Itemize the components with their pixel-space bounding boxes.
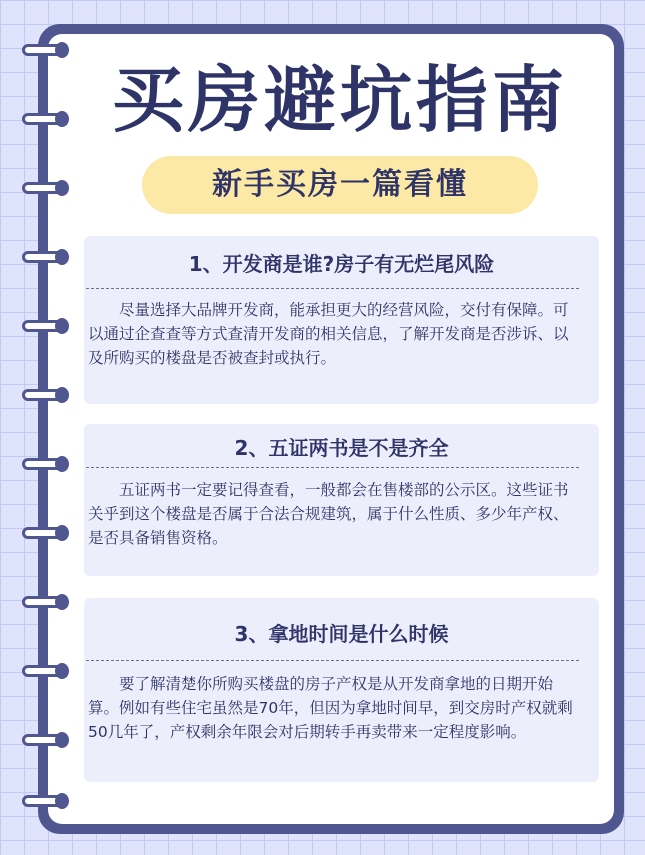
spiral-ring-icon xyxy=(22,182,66,194)
section-card-3 xyxy=(84,598,599,782)
section-body: 尽量选择大品牌开发商，能承担更大的经营风险，交付有保障。可以通过企查查等方式查清开发商的相关信息，了解开发商是否涉诉、以及所购买的楼盘是否被查封或执行。 xyxy=(88,301,569,367)
spiral-ring-icon xyxy=(22,320,66,332)
spiral-ring-icon xyxy=(22,458,66,470)
dashed-divider xyxy=(86,288,579,289)
spiral-ring-icon xyxy=(22,665,66,677)
dashed-divider xyxy=(86,660,579,661)
section-heading: 3、拿地时间是什么时候 xyxy=(234,622,449,646)
spiral-ring-icon xyxy=(22,251,66,263)
spiral-ring-icon xyxy=(22,389,66,401)
section-body: 要了解清楚你所购买楼盘的房子产权是从开发商拿地的日期开始算。例如有些住宅虽然是70年，但因为拿地时间早，到交房时产权就剩50几年了，产权剩余年限会对后期转手再卖带来一定程度影响。 xyxy=(88,675,573,741)
section-card-1 xyxy=(84,236,599,404)
section-heading: 1、开发商是谁?房子有无烂尾风险 xyxy=(188,252,495,276)
spiral-ring-icon xyxy=(22,527,66,539)
spiral-ring-icon xyxy=(22,795,66,807)
page-title: 买房避坑指南 xyxy=(111,58,568,142)
dashed-divider xyxy=(86,467,579,468)
spiral-ring-icon xyxy=(22,596,66,608)
section-card-2 xyxy=(84,424,599,576)
section-heading: 2、五证两书是不是齐全 xyxy=(234,436,449,460)
section-body: 五证两书一定要记得查看，一般都会在售楼部的公示区。这些证书关乎到这个楼盘是否属于合法合规建筑，属于什么性质、多少年产权、是否具备销售资格。 xyxy=(88,481,569,547)
spiral-ring-icon xyxy=(22,734,66,746)
subtitle-badge: 新手买房一篇看懂 xyxy=(142,156,538,214)
